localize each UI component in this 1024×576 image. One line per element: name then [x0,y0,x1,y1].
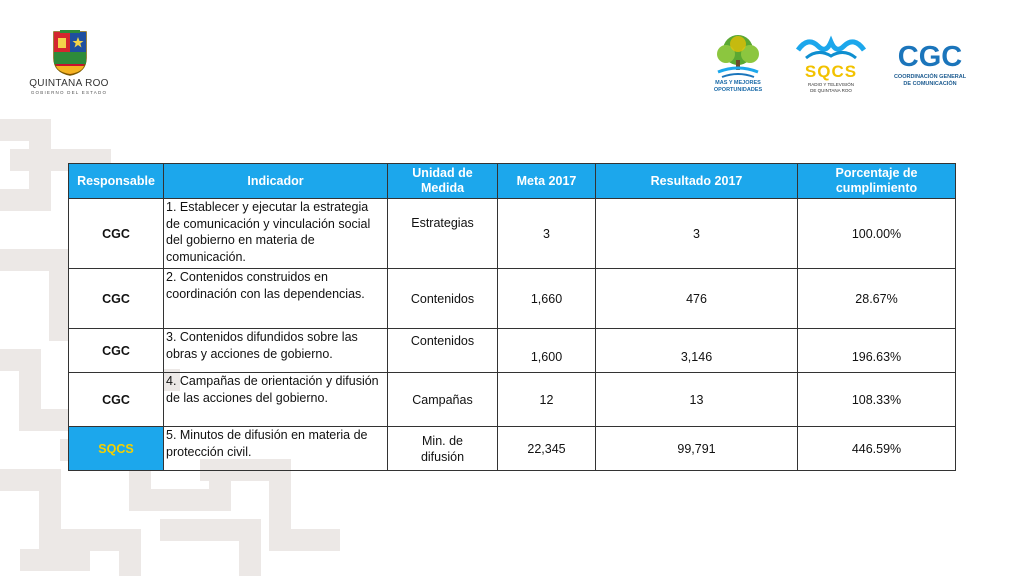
meta-cell: 3 [498,199,596,269]
quintana-roo-logo [28,30,110,100]
cgc-logo [878,42,982,92]
resultado-cell: 3 [596,199,798,269]
responsable-cell: CGC [69,373,164,427]
meta-cell: 1,660 [498,269,596,329]
cgc-sub-line-1: COORDINACIÓN GENERAL [893,74,967,80]
mas-line-1: MAS Y MEJORES [715,80,761,86]
meta-cell: 12 [498,373,596,427]
unidad-cell: Campañas [388,373,498,427]
sqcs-subtitle [792,82,870,94]
porcentaje-cell: 446.59% [798,427,956,471]
sqcs-sub-line-2: DE QUINTANA ROO [810,88,852,93]
porcentaje-cell: 100.00% [798,199,956,269]
quintana-roo-subtitle: GOBIERNO DEL ESTADO [30,90,108,95]
table-row [69,269,956,329]
resultado-cell: 476 [596,269,798,329]
responsable-cell: CGC [69,199,164,269]
porcentaje-cell: 196.63% [798,329,956,373]
table-row [69,373,956,427]
resultado-cell: 13 [596,373,798,427]
meta-cell: 22,345 [498,427,596,471]
resultado-cell: 3,146 [596,329,798,373]
mas-oportunidades-logo [700,34,776,98]
unidad-cell: Contenidos [388,329,498,373]
cgc-wordmark: CGC [897,41,963,73]
sqcs-logo [792,34,870,98]
cgc-subtitle [878,74,982,88]
sqcs-wordmark: SQCS [804,62,858,81]
indicador-cell: 2. Contenidos construidos en coordinación con las dependencias. [164,269,388,329]
indicador-cell: 5. Minutos de difusión en materia de protección civil. [164,427,388,471]
mas-line-2: OPORTUNIDADES [713,87,763,93]
sqcs-sub-line-1: RADIO Y TELEVISIÓN [807,82,855,87]
table-header-row [69,164,956,199]
header-meta: Meta 2017 [498,164,596,199]
unidad-cell: Contenidos [388,269,498,329]
tree-icon [710,34,766,80]
header-indicador: Indicador [164,164,388,199]
header-resultado: Resultado 2017 [596,164,798,199]
porcentaje-cell: 108.33% [798,373,956,427]
cgc-sub-line-2: DE COMUNICACIÓN [903,81,957,87]
quintana-roo-title: QUINTANA ROO [29,78,109,89]
wave-icon [796,34,866,62]
unidad-cell: Min. de difusión [388,427,498,471]
shield-icon [52,30,88,76]
mas-oportunidades-text [700,80,776,94]
unidad-cell: Estrategias [388,199,498,269]
indicador-cell: 4. Campañas de orientación y difusión de las acciones del gobierno. [164,373,388,427]
meta-cell: 1,600 [498,329,596,373]
header-responsable: Responsable [69,164,164,199]
header-porcentaje: Porcentaje de cumplimiento [798,164,956,199]
table-row [69,199,956,269]
indicador-cell: 3. Contenidos difundidos sobre las obras y acciones de gobierno. [164,329,388,373]
header-unidad: Unidad de Medida [388,164,498,199]
indicador-cell: 1. Establecer y ejecutar la estrategia de comunicación y vinculación social del gobierno en materia de comunicación. [164,199,388,269]
table-row [69,329,956,373]
responsable-cell: SQCS [69,427,164,471]
porcentaje-cell: 28.67% [798,269,956,329]
indicators-table [68,163,956,471]
resultado-cell: 99,791 [596,427,798,471]
responsable-cell: CGC [69,329,164,373]
table-row [69,427,956,471]
responsable-cell: CGC [69,269,164,329]
